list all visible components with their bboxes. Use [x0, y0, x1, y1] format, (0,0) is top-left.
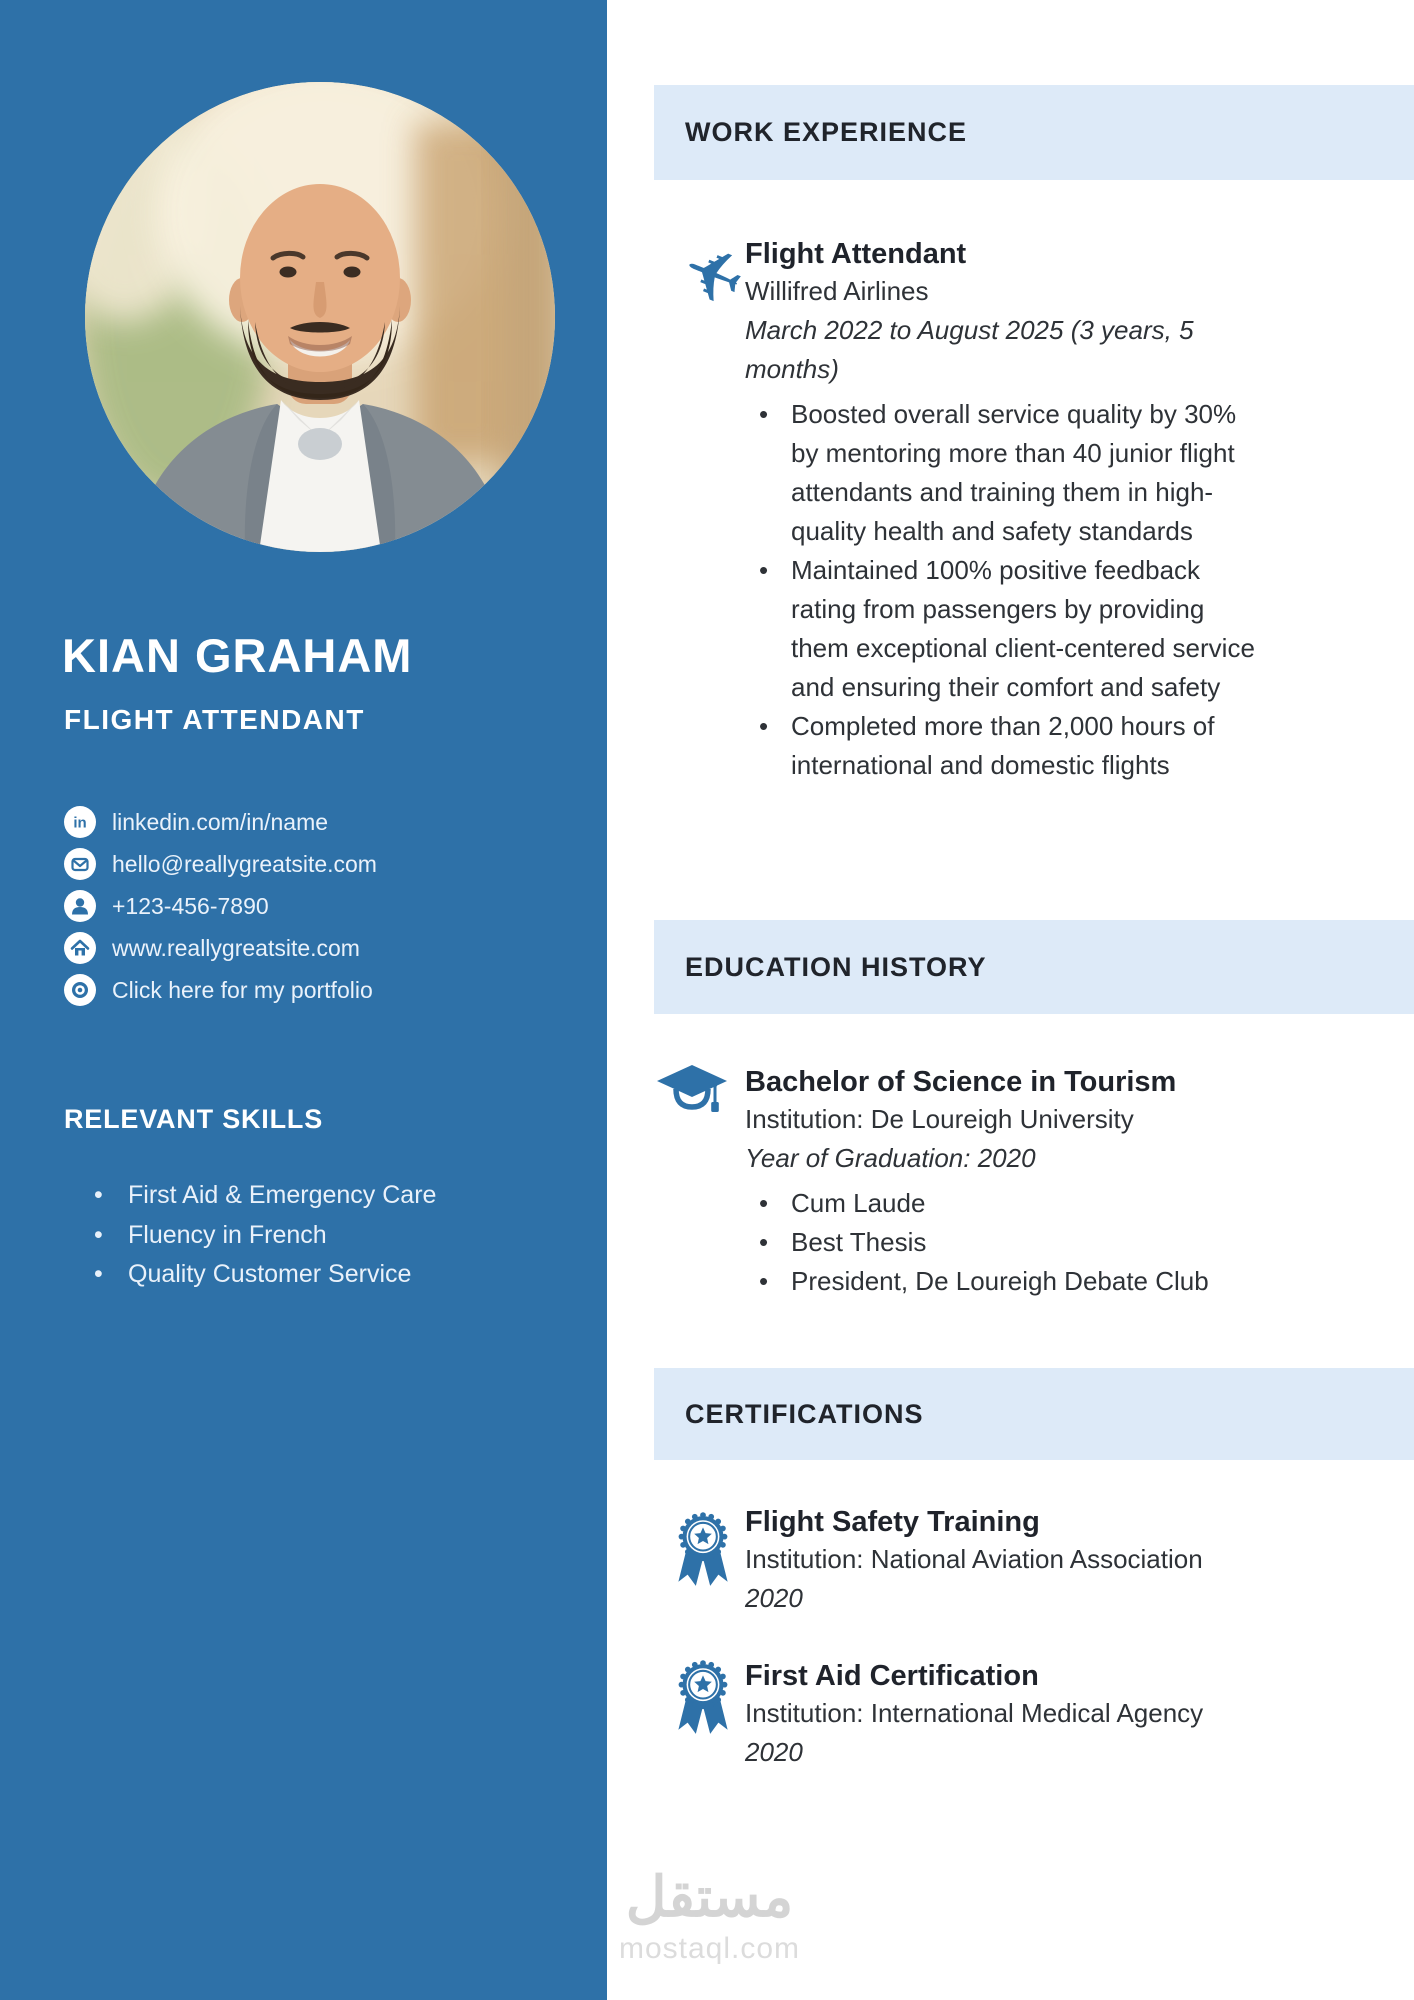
education-entry: [745, 1064, 1275, 1301]
contact-phone-text: +123-456-7890: [112, 892, 269, 919]
skills-list: [66, 1176, 546, 1295]
certification-year: 2020: [745, 1583, 803, 1613]
work-bullet-list: [745, 395, 1265, 785]
watermark-latin: mostaql.com: [618, 1932, 801, 1965]
work-bullet: • Boosted overall service quality by 30% by mentoring more than 40 junior flight attendants and training them in high-quality health and safety standards: [745, 395, 1265, 551]
skill-item: • Fluency in French: [66, 1216, 546, 1256]
contact-item-website[interactable]: [64, 932, 544, 964]
airplane-icon: ✈: [669, 225, 757, 326]
portrait-illustration: [85, 82, 555, 552]
skill-item: • First Aid & Emergency Care: [66, 1176, 546, 1216]
contact-website-text: www.reallygreatsite.com: [112, 934, 360, 961]
work-company: Willifred Airlines: [745, 276, 929, 306]
section-title: EDUCATION HISTORY: [685, 951, 987, 982]
education-bullet: • President, De Loureigh Debate Club: [745, 1262, 1265, 1301]
skills-heading: RELEVANT SKILLS: [64, 1104, 324, 1134]
contact-linkedin-text: linkedin.com/in/name: [112, 808, 329, 835]
contact-item-email[interactable]: [64, 848, 544, 880]
work-job-title: Flight Attendant: [745, 238, 967, 270]
contact-item-linkedin[interactable]: [64, 806, 544, 838]
linkedin-icon: [64, 806, 96, 838]
education-bullet-list: [745, 1184, 1265, 1301]
person-name: KIAN GRAHAM: [62, 629, 413, 682]
section-header-certifications: [654, 1368, 1414, 1460]
certification-title: First Aid Certification: [745, 1660, 1039, 1692]
contact-item-portfolio[interactable]: [64, 974, 544, 1006]
contact-item-phone[interactable]: [64, 890, 544, 922]
profile-photo: [85, 82, 555, 552]
sidebar: [0, 0, 607, 2000]
education-degree: Bachelor of Science in Tourism: [745, 1066, 1177, 1098]
work-dates: March 2022 to August 2025 (3 years, 5 months): [745, 315, 1194, 384]
svg-text:in: in: [73, 814, 87, 832]
contact-email-text: hello@reallygreatsite.com: [112, 850, 377, 877]
graduation-cap-icon: [654, 1062, 732, 1131]
certification-institution: Institution: International Medical Agency: [745, 1698, 1204, 1728]
work-entry: [745, 236, 1275, 785]
envelope-icon: [64, 848, 96, 880]
work-bullet: • Completed more than 2,000 hours of international and domestic flights: [745, 707, 1265, 785]
person-icon: [64, 890, 96, 922]
education-bullet: • Cum Laude: [745, 1184, 1265, 1223]
section-header-work-experience: [654, 85, 1414, 180]
contact-list: [64, 806, 544, 1016]
section-header-education: [654, 920, 1414, 1014]
certification-entry-2: [745, 1658, 1275, 1772]
certification-year: 2020: [745, 1737, 803, 1767]
education-year: Year of Graduation: 2020: [745, 1143, 1036, 1173]
watermark: [612, 1862, 807, 1966]
contact-portfolio-text: Click here for my portfolio: [112, 976, 373, 1003]
section-title: CERTIFICATIONS: [685, 1398, 924, 1429]
certification-institution: Institution: National Aviation Association: [745, 1544, 1203, 1574]
section-title: WORK EXPERIENCE: [685, 117, 968, 147]
watermark-arabic: مستقل: [625, 1865, 794, 1928]
medal-ribbon-icon: [672, 1510, 734, 1595]
education-bullet: • Best Thesis: [745, 1223, 1265, 1262]
person-job-title: FLIGHT ATTENDANT: [64, 704, 365, 735]
certification-title: Flight Safety Training: [745, 1506, 1040, 1538]
medal-ribbon-icon: [672, 1658, 734, 1743]
education-institution: Institution: De Loureigh University: [745, 1104, 1134, 1134]
work-bullet: • Maintained 100% positive feedback rating from passengers by providing them exceptional client-centered service and ensuring their comfort and safety: [745, 551, 1265, 707]
certification-entry-1: [745, 1504, 1275, 1618]
home-icon: [64, 932, 96, 964]
eye-icon: [64, 974, 96, 1006]
skill-item: • Quality Customer Service: [66, 1255, 546, 1295]
